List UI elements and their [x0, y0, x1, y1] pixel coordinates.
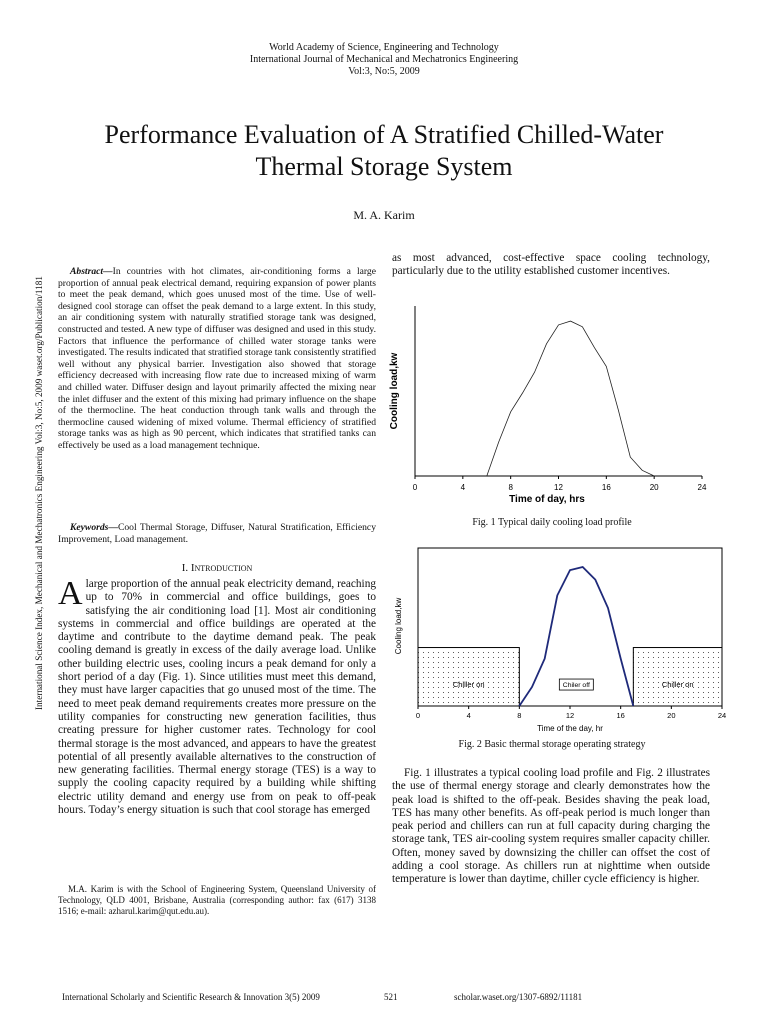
- fig2-chiller-on-right-label: Chiller on: [661, 680, 694, 690]
- abstract: [58, 266, 376, 452]
- fig2-x-tick-label: 4: [466, 711, 471, 720]
- author-footnote: [58, 884, 376, 917]
- fig2-chiller-off-label: Chiler off: [562, 682, 590, 690]
- fig2-x-tick-label: 0: [415, 711, 421, 720]
- footer-url: scholar.waset.org/1307-6892/11181: [454, 992, 583, 1002]
- paper-title: Performance Evaluation of A Stratified Chilled-Water Thermal Storage System: [104, 120, 664, 181]
- keywords-label: Keywords—: [70, 522, 118, 533]
- fig1-x-tick-label: 16: [601, 483, 611, 492]
- fig1-x-tick-label: 24: [697, 483, 707, 492]
- right-column-continuation: as most advanced, cost-effective space cooling technology, particularly due to the utility established customer incentives.: [392, 252, 710, 278]
- fig1-x-tick-label: 20: [649, 483, 659, 492]
- section-title: Introduction: [190, 562, 253, 574]
- keywords-text: Cool Thermal Storage, Diffuser, Natural Stratification, Efficiency Improvement, Load management.: [58, 522, 376, 545]
- journal-name: World Academy of Science, Engineering and Technology: [269, 42, 499, 53]
- fig1-chart: [389, 296, 712, 508]
- fig2-chiller-on-right-block: [633, 648, 722, 706]
- drop-cap: A: [58, 575, 83, 612]
- footer-journal: International Scholarly and Scientific Research & Innovation 3(5) 2009: [62, 992, 320, 1002]
- fig2-x-tick-label: 20: [667, 711, 676, 720]
- fig1-x-tick-label: 8: [508, 483, 513, 492]
- intro-paragraph: [58, 575, 376, 817]
- fig1-y-label: Cooling load,kw: [389, 352, 400, 430]
- section-heading: [58, 562, 376, 574]
- sidebar-citation: [33, 276, 45, 710]
- fig2-chiller-on-left-label: Chiller on: [452, 680, 485, 690]
- abstract-label: Abstract—: [70, 266, 113, 277]
- fig2-x-tick-label: 24: [717, 711, 727, 720]
- fig2-chart: [392, 546, 727, 736]
- sidebar-citation-text: International Science Index, Mechanical and Mechatronics Engineering Vol:3, No:5, 2009 waset.org/Publication/1181: [34, 276, 44, 710]
- fig1-load-curve: [487, 321, 654, 476]
- footnote-text: M.A. Karim is with the School of Engineering System, Queensland University of Technology, QLD 4001, Brisbane, Australia (corresponding author: fax (617) 3138 1516; e-mail: azharul.karim@qut.edu.au).: [58, 884, 376, 916]
- fig1-x-tick-label: 4: [460, 483, 466, 492]
- abstract-text: In countries with hot climates, air-conditioning forms a large proportion of annual peak electrical demand, requiring expansion of power plants to meet the peak demand, which goes unused most of the time. Use of well-designed cool storage can offset the peak demand to a large extent. In this study, an air conditioning system with naturally stratified storage tank was designed, constructed and tested. A new type of diffuser was designed and used in this study. Factors that influence the performance of chilled water storage tanks were investigated. The results indicated that stratified storage tank consistently stratified well without any physical barrier. Investigation also showed that storage efficiency decreased with increasing flow rate due to increased mixing of warm and chilled water. Diffuser design and layout primarily affected the mixing near the inlet diffuser and the extent of this mixing had primary influence on the shape of the thermocline. The heat conduction through tank walls and through the thermocline caused widening of mixed volume. Thermal efficiency of stratified storage tanks was as high as 90 percent, which indicates that stratified tanks can effectively be used as a load management technique.: [58, 266, 376, 451]
- fig1-x-tick-label: 12: [554, 483, 563, 492]
- right-body-paragraph: [392, 767, 710, 887]
- fig2-y-label: Cooling load,kw: [394, 597, 403, 655]
- journal-volume: Vol:3, No:5, 2009: [348, 66, 420, 77]
- paper-author: M. A. Karim: [353, 208, 415, 222]
- journal-subtitle: International Journal of Mechanical and Mechatronics Engineering: [249, 54, 519, 65]
- fig1-x-tick-label: 0: [412, 483, 418, 492]
- figure-1: [389, 296, 712, 508]
- fig2-caption: Fig. 2 Basic thermal storage operating strategy: [458, 739, 646, 750]
- fig1-caption: Fig. 1 Typical daily cooling load profile: [472, 517, 632, 528]
- fig2-x-tick-label: 12: [565, 711, 575, 720]
- fig1-x-label: Time of day, hrs: [509, 494, 585, 505]
- fig2-x-tick-label: 8: [517, 711, 522, 720]
- footer-page-number: 521: [384, 992, 398, 1002]
- right-body-text: Fig. 1 illustrates a typical cooling load profile and Fig. 2 illustrates the use of thermal energy storage and clearly demonstrates how the peak load is shifted to the off-peak. Besides shaving the peak load, TES has many other benefits. As off-peak period is much longer than peak period and chillers can run at full capacity during charging the storage tank, TES air-cooling system requires smaller capacity chiller. Often, money saved by downsizing the chiller can offset the cost of adding a cool storage. As chillers run at nighttime when outside temperature is lower than daytime, chiller cycle efficiency is higher.: [392, 767, 710, 886]
- figure-2: [392, 546, 727, 736]
- fig2-x-label: Time of the day, hr: [537, 724, 603, 733]
- keywords: [58, 522, 376, 546]
- fig2-x-tick-label: 16: [616, 711, 625, 720]
- section-number: I.: [181, 562, 189, 574]
- intro-text: large proportion of the annual peak electricity demand, reaching up to 70% in commercial and office buildings, goes to satisfying the air conditioning load [1]. Most air conditioning systems in commercial and office buildings are operated at the daytime and contribute to the daytime demand peak. The peak cooling demand is greatly in excess of the daily average load. Unlike other building electric uses, cooling incurs a peak demand for only a short period of a day (Fig. 1). Since utilities must meet this demand, they must have larger capacities that go unused most of the time. The need to meet peak demand requirements creates more pressure on the utility companies for constructing new generation facilities, thus creating pressure for higher customer rates. Technology for cool thermal storage is the most advanced, and appears to have the greatest potential of all presently available alternatives to the construction of new generating facilities. Thermal energy storage (TES) is a way to supply the cooling capacity required by a building while shifting electric utility demand and energy use from on peak to off-peak hours. Today’s energy situation is such that cool storage has emerged: [58, 578, 376, 817]
- fig2-chiller-on-left-block: [418, 648, 519, 706]
